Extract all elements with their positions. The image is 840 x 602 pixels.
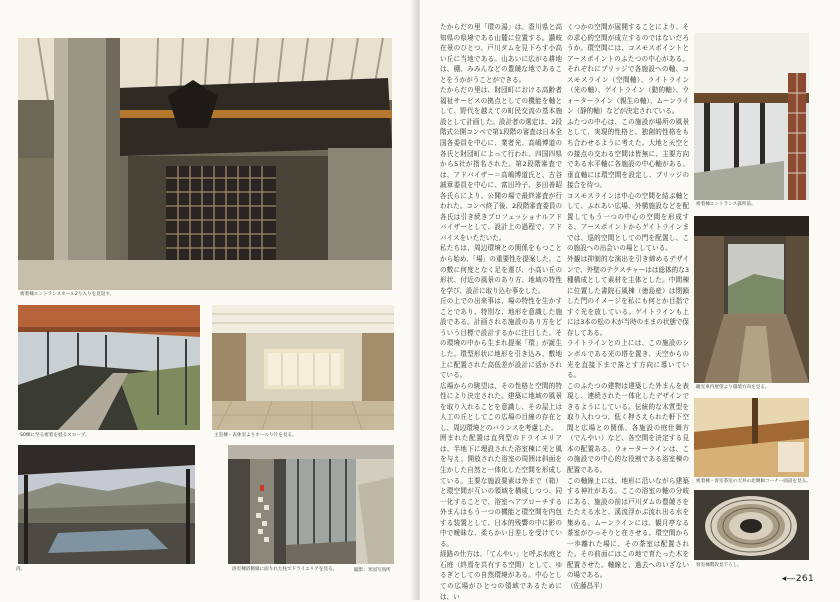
right-middle-photo: [694, 216, 809, 383]
tatami-room-caption: 主室棟・表休室よりホールり片を見る。: [214, 433, 297, 438]
article-text-1: たからだの里「環の湯」は、香川県と高知県の県境である山麓に位置する。讃岐在景のひとつ、戸川ダムを見下ろす小高い丘に当地である。山あいに広がる耕地は、棚、みみんなどの豊饒な地であることをうかがうことができる。 たからだの里は、財団町における高齢者福祉サービスの拠点としての機能を軸として、野代を越えての町民交流の基本施設として計画した。設計者の選定は、2段階式公開コンペで第1段階の審査は日本全国各委員を中心に、業者光、高嶋博道の各氏と財団町によって行われ、四国四県から5社が指名された。第2段階審査では、アドバイザー＝高嶋博道氏と、古谷誠章委員を中心に、富田玲子、多田善昭各氏らにより、公開の場で最終審査が行われた。コンペ終了後、2段階審査委員の各氏は引き続きプロフェッショナルアドバイザーとして、設計上の過程で、アドバイスをいただいた。 私たちは、周辺環境との関係をもつことから始め、「場」の重要性を提案した。この敷に何度となく足を運び、小高い丘の形状、付近の風景のあり方、地域の特性を学び、設計に取り込む事をした。 丘の上での出来事は、場の特性を生かすことであり、特別な、地形を意識した施設である。計画される施設のあり方をどういう目標で設計するかに注目した。その環境の中から生まれ提案「環」が誕生した。環型形状に地形を引き込み、敷地上に配置された高低差が設計に活かされている。 広場からの眺望は、その性格と空間的特性により決定された。建築に地域の風景を取り入れることを意識し、その屋上は人工の丘としてこの広場の目線の存在とし、周辺環境とのバランスを考慮した。 囲まれた配置は直列型のドライエリアは、半地下に埋設された浴室棟に光と風を与え、開放された浴室の周囲は斜面を生かした自然と一体化した空間を形成している。主要な施設要素は外まで（箱）と環空間が互いの領域を構成しつつ、同一化することで、浴室へアプローチする外まんはもう一つの機能と環空間を内包する装置として、日本的残響の中に影の中で曖昧な、柔らかい日差しを受けている。 経路の仕方は、「てんやい」と呼ぶ水庭と石庭（終焉を共有する空間）として、ゆるぎとしての自然環境がある。中心としての広場がひとつの領域であるためには、い: [440, 23, 563, 601]
outdoor-bath-photo: [18, 445, 195, 564]
photo-credit: 撮影：米国写真所: [354, 568, 391, 573]
corridor-pillar-caption: 浴室棟浴側廊に面りれた柱でドライエリアを見る。: [232, 567, 338, 572]
right-lower-photo: [694, 398, 809, 477]
slope-corridor-photo: [18, 305, 200, 430]
right-page: [420, 0, 840, 600]
outdoor-bath-caption: 浴。: [16, 567, 26, 572]
right-top-caption: 密着棟エントランス露所前。: [696, 202, 756, 207]
page-number: [782, 574, 814, 584]
right-middle-caption: 観光車内展望より越境方向を見る。: [696, 385, 770, 390]
left-page: [0, 0, 418, 600]
page-number-arrow-icon: ◂—: [781, 574, 796, 584]
right-top-photo: [694, 33, 809, 200]
article-column-1: [440, 22, 563, 601]
entrance-hall-caption: 密着棟エントランスホール2り入りを見返す。: [20, 292, 115, 297]
right-bottom-photo: [694, 490, 809, 560]
page-number-value: 261: [795, 574, 814, 584]
right-bottom-caption: 客室棟階段見下ろし。: [696, 563, 742, 568]
article-column-2: [567, 22, 690, 590]
corridor-pillar-photo: [228, 445, 394, 564]
right-lower-caption: 密着棟・客室茶室の天井の北側廊コーナー面設を見る。: [696, 479, 811, 484]
entrance-hall-photo: [18, 38, 392, 290]
article-text-2: くつかの空間が展開することにより、その求心的空間が成立するのではないだろうか。環空間には、コスモスポイントとアースポイントのふたつの中心がある。それぞれにブリッジで各施設への軸、コスモスライン（空間軸）、ライトライン（光の軸）、ゲイトライン（動的軸）、ウォーターライン（親生の軸）、ムーンライン（静的軸）などが決定されている。 ふたつの中心は、この施設が場所の風景として、実現的性格と、独創的性格をもち合わせるように考えた。大地と天空との接点の交わる空間は皆無に、主要方向である水平軸に各施設の中心軸がある。垂直軸には環空間を設定し、ブリッジの接合を待つ。 コスモスラインは中心の空間を結ぶ軸として、ふれあい広場、外構施設などを配置してもう一つの中心の空間を形成する。アースポイントからゲイトラインまでは、巡的空間としての門を配置し、この施設への出会いの場としている。 外観は抑制的な演出を引き締めるデザインで、外壁のテクスチャーはは総体的な3種構成として素材を主体とした。中間棟に位置した書院石風棟（徳島産）は閉鎖した門のイメージを私にも何とか目指ですぐ光を放している。ゲイトラインも上には3本の松の木が当時のままの状態で保存してある。 ライトラインとの上には、この施設のシンボルである光の塔を置き、天空からの光を直接下まで落とす方向に導いている。 このふたつの建物は建築した外まんを表現し、連続された一体化したデザインできるようにしている。伝統的な木質型を取り入れつつ、低く押さえられた軒下空間と広場との関係、各施設の庭仕舞方（でんやい）など、各空間を決定する見本の配置ある、ウォーターラインは、この施設での中心的な役割である浴室棟の配置である。 この軸線上には、地形に沿いながら建築する神社がある。ここの浴室の軸の分岐にある、施設の前は戸川ダムの豊饒さをたたえる水と、溪流浮かぶ流れ出る水を集める。ムーンラインには、観月亭なる茶室がひっそりと在させる。環空間から一歩離れた場に、その茶室は配置された。その前面にはこの地で育たった木を配置させた。軸線と、過去へのいざないの場である。 （佐藤昌平）: [567, 23, 690, 590]
tatami-room-photo: [212, 305, 394, 430]
slope-corridor-caption: S0棟に至る密着を経るスロープ。: [20, 433, 90, 438]
